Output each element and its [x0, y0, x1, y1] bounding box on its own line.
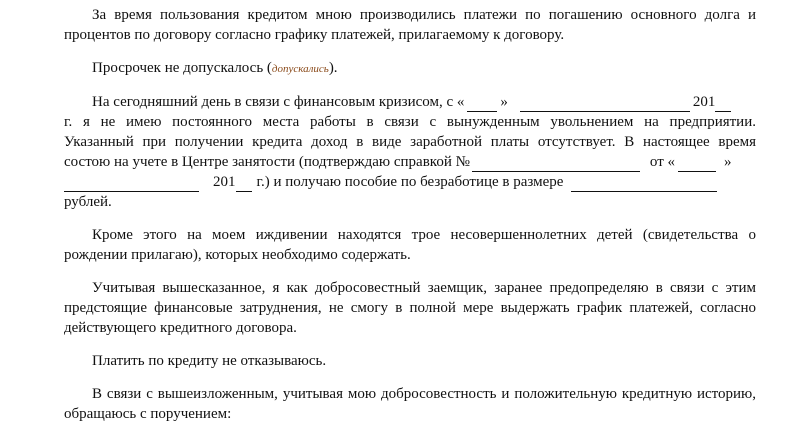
no-delays-end: ).	[328, 60, 338, 76]
certificate-number-blank[interactable]	[472, 156, 640, 172]
certificate-month-blank[interactable]	[64, 176, 199, 192]
crisis-year-prefix: 201	[692, 94, 716, 110]
paragraph-request: В связи с вышеизложенным, учитывая мою добросовестность и положительную кредитную историю, обращаюсь с поручением:	[64, 386, 756, 422]
certificate-text: состою на учете в Центре занятости (подтверждаю справкой №	[64, 154, 470, 170]
unemployment-line-4	[64, 152, 756, 172]
crisis-day-blank[interactable]	[467, 96, 497, 112]
unemployment-line-1	[64, 92, 756, 112]
paragraph-no-delays	[64, 58, 756, 79]
paragraph-payments: За время пользования кредитом мною производились платежи по погашению основного долга и процентов по договору согласно графику платежей, прилагаемому к договору.	[64, 7, 756, 43]
paragraph-unemployment	[64, 92, 756, 212]
crisis-date-prefix: На сегодняшний день в связи с финансовым кризисом, с «	[92, 94, 465, 110]
no-delays-text: Просрочек не допускалось (	[92, 60, 272, 76]
crisis-month-blank[interactable]	[520, 96, 690, 112]
document-page	[64, 2, 756, 437]
crisis-year-blank[interactable]	[715, 96, 731, 112]
unemployment-line-2: г. я не имею постоянного места работы в связи с вынужденным увольнением на предприятии.	[64, 114, 756, 130]
alternative-hint: допускались	[271, 63, 329, 75]
unemployment-line-6: рублей.	[64, 194, 112, 210]
paragraph-dependents: Кроме этого на моем иждивении находятся трое несовершеннолетних детей (свидетельства о рождении прилагаю), которых необходимо содержать.	[64, 227, 756, 263]
certificate-year-blank[interactable]	[236, 176, 252, 192]
benefit-text: г.) и получаю пособие по безработице в размере	[256, 174, 564, 190]
unemployment-line-5	[64, 172, 756, 192]
unemployment-line-3: Указанный при получении кредита доход в виде заработной платы отсутствует. В настоящее время	[64, 134, 756, 150]
benefit-amount-blank[interactable]	[571, 176, 717, 192]
certificate-year-prefix: 201	[213, 174, 236, 190]
certificate-day-blank[interactable]	[678, 156, 716, 172]
paragraph-not-refusing: Платить по кредиту не отказываюсь.	[92, 353, 327, 369]
certificate-from-quote: от «	[649, 154, 676, 170]
paragraph-difficulties: Учитывая вышесказанное, я как добросовестный заемщик, заранее предопределяю в связи с этим предстоящие финансовые затруднения, не смогу в полной мере выдержать график платежей, согласно действующего кредитного договора.	[64, 280, 756, 336]
crisis-day-close-quote: »	[500, 94, 508, 110]
certificate-day-close-quote: »	[724, 154, 732, 170]
